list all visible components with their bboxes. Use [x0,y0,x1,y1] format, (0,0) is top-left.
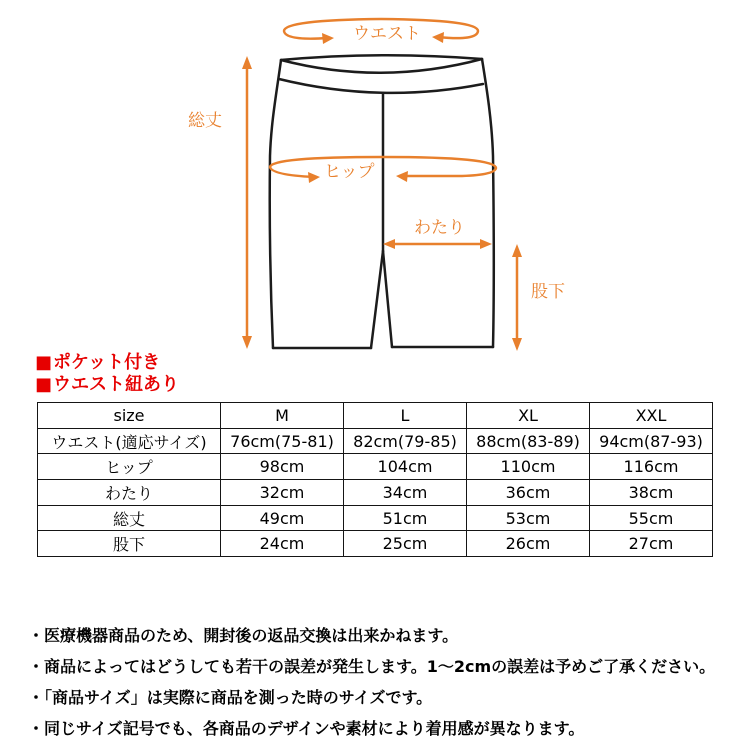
thigh-width-arrow [383,239,492,249]
table-header-cell: M [221,403,344,429]
total-length-label: 総丈 [188,111,222,131]
table-header-row [38,403,713,429]
feature-label: ポケット付き [53,352,161,373]
table-cell: 104cm [344,454,467,480]
feature-label: ウエスト紐あり [53,374,180,395]
table-cell: 88cm(83-89) [467,428,590,454]
footnote-line: ・「商品サイズ」は実際に商品を測った時のサイズです。 [28,688,433,707]
table-row-thigh [38,480,713,506]
row-label-cell: 股下 [38,531,221,557]
total-length-arrow [242,56,252,349]
footnote-line: ・医療機器商品のため、開封後の返品交換は出来かねます。 [28,626,459,645]
table-cell: 53cm [467,505,590,531]
table-row-length [38,505,713,531]
size-table [37,402,713,557]
row-label-cell: ヒップ [38,454,221,480]
table-cell: 94cm(87-93) [590,428,713,454]
shorts-outline-drawing [270,55,494,348]
table-header-cell: XXL [590,403,713,429]
table-cell: 55cm [590,505,713,531]
inseam-label: 股下 [531,282,565,302]
square-bullet-icon: ■ [35,352,53,373]
table-cell: 26cm [467,531,590,557]
row-label-cell: わたり [38,480,221,506]
row-label-cell: 総丈 [38,505,221,531]
table-header-cell: L [344,403,467,429]
table-cell: 36cm [467,480,590,506]
table-cell: 34cm [344,480,467,506]
table-cell: 38cm [590,480,713,506]
table-cell: 82cm(79-85) [344,428,467,454]
table-cell: 116cm [590,454,713,480]
feature-item-pockets [35,352,179,374]
table-cell: 98cm [221,454,344,480]
table-row-waist [38,428,713,454]
hip-label: ヒップ [324,162,375,182]
table-cell: 76cm(75-81) [221,428,344,454]
footnote-line: ・同じサイズ記号でも、各商品のデザインや素材により着用感が異なります。 [28,719,585,738]
table-cell: 32cm [221,480,344,506]
table-cell: 51cm [344,505,467,531]
footnote-line: ・商品によってはどうしても若干の誤差が発生します。1〜2cmの誤差は予めご了承ください。 [28,657,716,676]
table-cell: 24cm [221,531,344,557]
footnotes [28,620,715,744]
table-cell: 27cm [590,531,713,557]
table-row-hip [38,454,713,480]
table-cell: 110cm [467,454,590,480]
feature-item-waist-string [35,374,179,396]
table-cell: 49cm [221,505,344,531]
inseam-arrow [512,244,522,351]
thigh-label: わたり [414,218,465,238]
table-header-cell: XL [467,403,590,429]
table-header-cell: size [38,403,221,429]
waist-label: ウエスト [353,24,421,44]
square-bullet-icon: ■ [35,374,53,395]
feature-list [35,352,179,396]
table-row-inseam [38,531,713,557]
row-label-cell: ウエスト(適応サイズ) [38,428,221,454]
table-cell: 25cm [344,531,467,557]
